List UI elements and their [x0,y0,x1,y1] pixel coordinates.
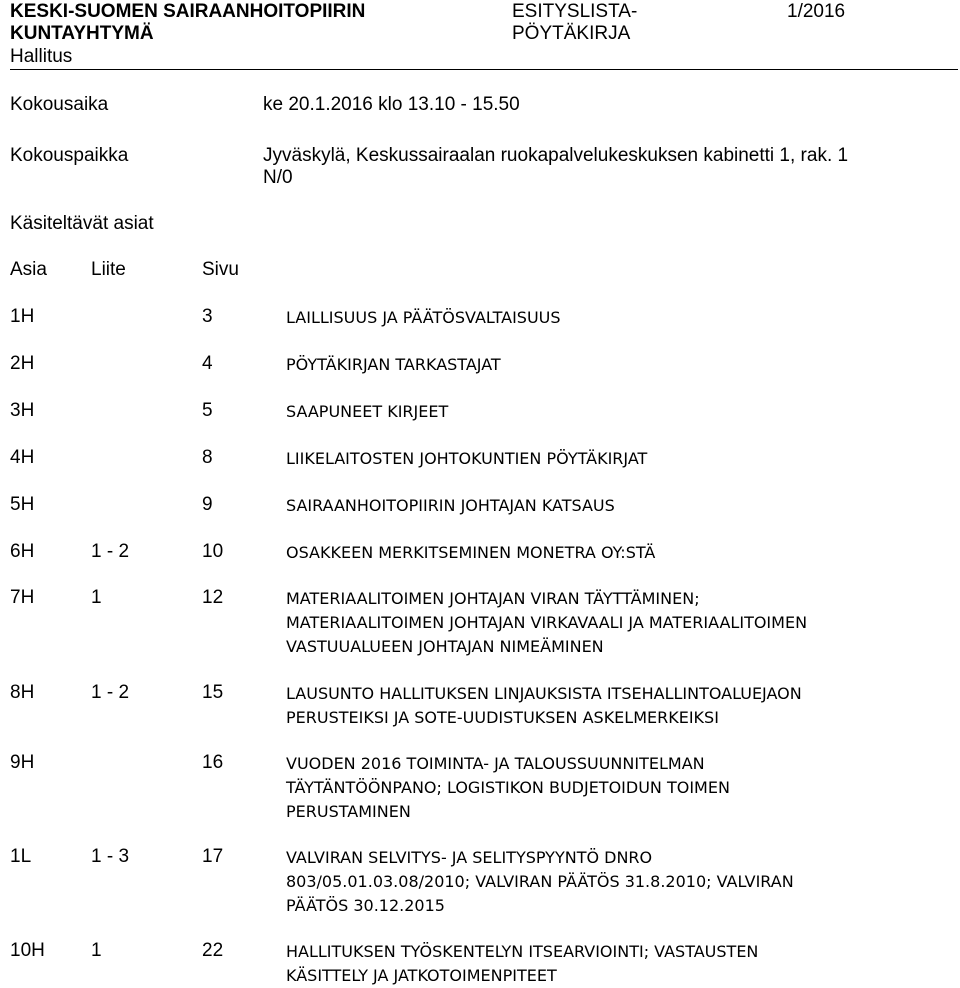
agenda-item-title [286,752,956,824]
agenda-item-title-line: MATERIAALITOIMEN JOHTAJAN VIRKAVAALI JA MATERIAALITOIMEN [286,613,808,632]
agenda-item-title-line: 803/05.01.03.08/2010; VALVIRAN PÄÄTÖS 31.8.2010; VALVIRAN [286,872,794,891]
agenda-item-title [286,682,956,730]
column-header-asia: Asia [10,259,47,280]
meeting-time-value: ke 20.1.2016 klo 13.10 - 15.50 [263,94,520,115]
agenda-item-number: 9H [10,752,35,773]
meeting-place-value-line-1: Jyväskylä, Keskussairaalan ruokapalvelukeskuksen kabinetti 1, rak. 1 [263,145,849,166]
agenda-item-title-line: VASTUUALUEEN JOHTAJAN NIMEÄMINEN [286,637,604,656]
agenda-item-number: 6H [10,541,35,562]
agenda-item-title [286,587,956,659]
agenda-item-number: 3H [10,400,35,421]
document-type-line-1: ESITYSLISTA- [512,1,638,22]
agenda-item-page: 4 [202,353,213,374]
agenda-item-title [286,306,956,330]
agenda-item-number: 7H [10,587,35,608]
agenda-item-number: 8H [10,682,35,703]
agenda-item-title-line: TÄYTÄNTÖÖNPANO; LOGISTIKON BUDJETOIDUN TOIMEN [286,778,730,797]
meeting-place-label: Kokouspaikka [10,145,129,166]
agenda-item-page: 15 [202,682,224,703]
agenda-item-page: 17 [202,846,224,867]
document-header [10,0,958,70]
agenda-item-page: 8 [202,447,213,468]
agenda-item-title-line: SAIRAANHOITOPIIRIN JOHTAJAN KATSAUS [286,496,615,515]
agenda-item-title-line: LIIKELAITOSTEN JOHTOKUNTIEN PÖYTÄKIRJAT [286,449,648,468]
agenda-item-title-line: OSAKKEEN MERKITSEMINEN MONETRA OY:STÄ [286,543,656,562]
document-number: 1/2016 [787,1,846,22]
agenda-item-page: 9 [202,494,213,515]
agenda-item-attachments: 1 [91,587,102,608]
organization-name-line-1: KESKI-SUOMEN SAIRAANHOITOPIIRIN [10,1,366,22]
column-header-sivu: Sivu [202,259,239,280]
agenda-item-attachments: 1 - 2 [91,682,130,703]
agenda-item-title [286,400,956,424]
agenda-item-page: 10 [202,541,224,562]
agenda-item-title-line: VALVIRAN SELVITYS- JA SELITYSPYYNTÖ DNRO [286,848,653,867]
agenda-item-title [286,353,956,377]
header-divider [10,69,958,70]
meeting-place-value [263,145,960,189]
agenda-item-title-line: VUODEN 2016 TOIMINTA- JA TALOUSSUUNNITELMAN [286,754,705,773]
agenda-item-number: 1L [10,846,32,867]
agenda-item-title-line: PERUSTEIKSI JA SOTE-UUDISTUKSEN ASKELMERKEIKSI [286,708,719,727]
agenda-title: Käsiteltävät asiat [10,213,154,234]
agenda-item-number: 5H [10,494,35,515]
agenda-item-page: 12 [202,587,224,608]
agenda-item-page: 3 [202,306,213,327]
agenda-item-title [286,846,956,918]
agenda-item-number: 1H [10,306,35,327]
document-type-line-2: PÖYTÄKIRJA [512,23,631,44]
agenda-item-number: 4H [10,447,35,468]
governing-body: Hallitus [10,46,73,67]
meeting-place-value-line-2: N/0 [263,167,293,188]
agenda-item-title-line: PERUSTAMINEN [286,802,411,821]
column-header-liite: Liite [91,259,126,280]
document-type [512,1,637,45]
agenda-item-title-line: KÄSITTELY JA JATKOTOIMENPITEET [286,966,557,985]
agenda-item-title-line: LAILLISUUS JA PÄÄTÖSVALTAISUUS [286,308,561,327]
agenda-item-number: 10H [10,940,45,961]
organization-name [10,1,365,45]
agenda-item-title-line: PÄÄTÖS 30.12.2015 [286,896,445,915]
agenda-item-title [286,541,956,565]
agenda-item-page: 5 [202,400,213,421]
agenda-item-attachments: 1 - 3 [91,846,130,867]
agenda-item-number: 2H [10,353,35,374]
agenda-item-title-line: PÖYTÄKIRJAN TARKASTAJAT [286,355,501,374]
meeting-time-label: Kokousaika [10,94,109,115]
agenda-item-title [286,494,956,518]
organization-name-line-2: KUNTAYHTYMÄ [10,23,154,44]
agenda-item-title-line: SAAPUNEET KIRJEET [286,402,449,421]
agenda-item-title-line: MATERIAALITOIMEN JOHTAJAN VIRAN TÄYTTÄMINEN; [286,589,700,608]
agenda-item-attachments: 1 - 2 [91,541,130,562]
agenda-item-page: 22 [202,940,224,961]
agenda-item-title [286,940,956,988]
agenda-item-page: 16 [202,752,224,773]
agenda-item-title-line: HALLITUKSEN TYÖSKENTELYN ITSEARVIOINTI; VASTAUSTEN [286,942,759,961]
agenda-item-title [286,447,956,471]
agenda-item-title-line: LAUSUNTO HALLITUKSEN LINJAUKSISTA ITSEHALLINTOALUEJAON [286,684,802,703]
agenda-item-attachments: 1 [91,940,102,961]
